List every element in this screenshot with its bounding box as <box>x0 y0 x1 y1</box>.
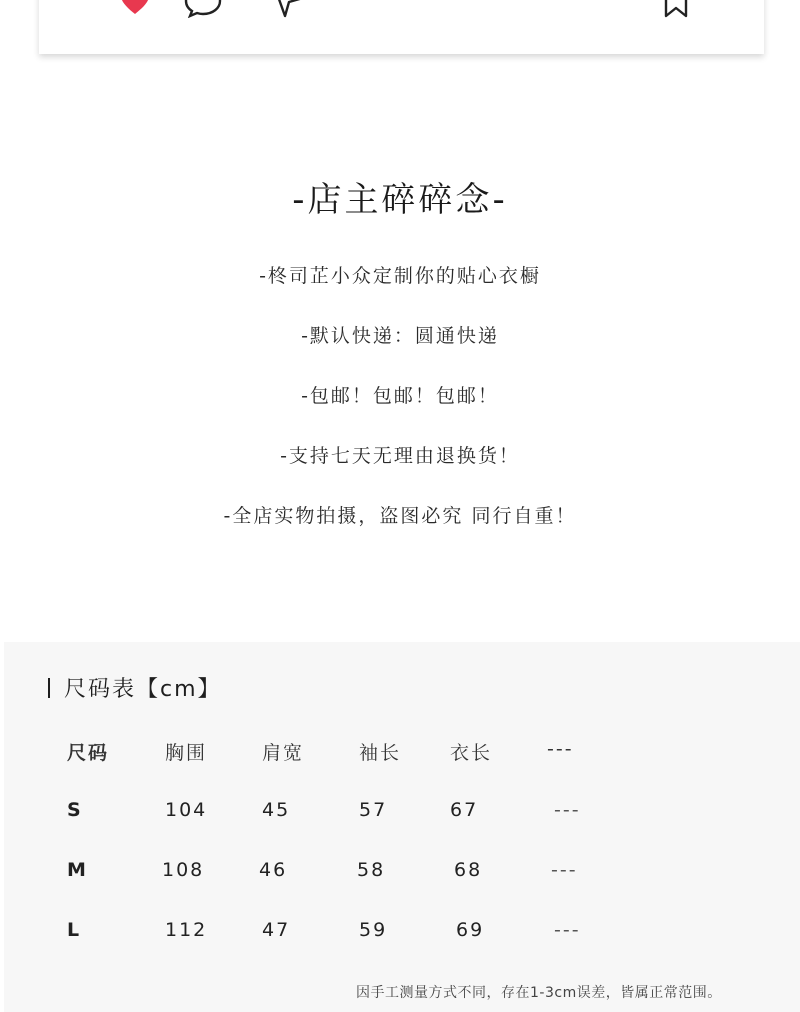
header-cell: 袖长 <box>359 742 402 764</box>
size-cell: 45 <box>262 799 291 821</box>
social-action-bar <box>39 0 764 54</box>
size-cell: M <box>67 859 88 881</box>
header-cell: 肩宽 <box>262 742 305 764</box>
comment-icon[interactable] <box>183 0 223 18</box>
size-cell: 108 <box>162 859 205 881</box>
size-cell: 47 <box>262 919 291 941</box>
size-chart-note: 因手工测量方式不同，存在1-3cm误差，皆属正常范围。 <box>356 985 722 1001</box>
size-cell: 67 <box>450 799 479 821</box>
heart-icon[interactable] <box>115 0 155 18</box>
notes-title: -店主碎碎念- <box>292 180 508 220</box>
size-chart-panel <box>4 642 800 1012</box>
note-line: -全店实物拍摄，盗图必究 同行自重！ <box>223 505 577 527</box>
header-cell: 尺码 <box>67 742 110 764</box>
size-chart-title-text: 尺码表【cm】 <box>64 677 222 702</box>
size-cell: 104 <box>165 799 208 821</box>
size-cell: --- <box>554 799 581 821</box>
size-cell: --- <box>551 859 578 881</box>
bookmark-icon[interactable] <box>656 0 696 18</box>
size-cell: S <box>67 799 83 821</box>
size-cell: --- <box>554 919 581 941</box>
size-table-row <box>4 859 800 889</box>
note-line: -包邮！包邮！包邮！ <box>301 385 499 407</box>
size-table-row <box>4 799 800 829</box>
header-cell: 胸围 <box>165 742 208 764</box>
header-cell: 衣长 <box>450 742 493 764</box>
notes-list <box>0 260 800 560</box>
size-table-header <box>4 738 800 768</box>
note-line: -支持七天无理由退换货！ <box>280 445 520 467</box>
size-cell: 46 <box>259 859 288 881</box>
size-cell: 58 <box>357 859 386 881</box>
size-cell: 59 <box>359 919 388 941</box>
share-icon[interactable] <box>269 0 309 18</box>
title-bar-divider <box>48 678 50 698</box>
size-chart-title <box>48 672 222 703</box>
note-line: -柊司芷小众定制你的贴心衣橱 <box>259 265 541 287</box>
note-line: -默认快递：圆通快递 <box>301 325 499 347</box>
size-cell: 112 <box>165 919 208 941</box>
size-cell: 57 <box>359 799 388 821</box>
header-cell: --- <box>547 738 574 760</box>
size-cell: 69 <box>456 919 485 941</box>
size-cell: L <box>67 919 82 941</box>
size-cell: 68 <box>454 859 483 881</box>
size-table-row <box>4 919 800 949</box>
